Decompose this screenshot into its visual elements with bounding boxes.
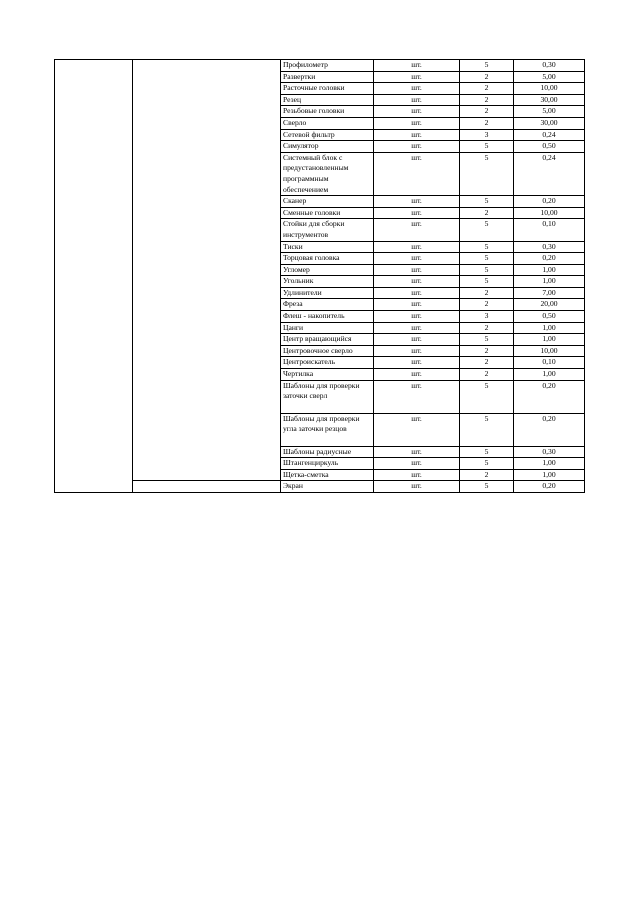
price-cell: 0,24 <box>514 152 585 195</box>
unit-cell: шт. <box>374 60 460 72</box>
item-name-cell: Шаблоны для проверки заточки сверл <box>281 380 374 413</box>
item-name-cell: Тиски <box>281 241 374 253</box>
price-cell: 0,10 <box>514 219 585 241</box>
price-cell: 10,00 <box>514 207 585 219</box>
item-name-cell: Щетка-сметка <box>281 469 374 481</box>
quantity-cell: 5 <box>460 219 514 241</box>
unit-cell: шт. <box>374 71 460 83</box>
item-name-cell: Торцовая головка <box>281 253 374 265</box>
price-cell: 1,00 <box>514 334 585 346</box>
unit-cell: шт. <box>374 345 460 357</box>
price-cell: 1,00 <box>514 458 585 470</box>
quantity-cell: 5 <box>460 481 514 493</box>
unit-cell: шт. <box>374 380 460 413</box>
price-cell: 0,20 <box>514 481 585 493</box>
quantity-cell: 2 <box>460 207 514 219</box>
item-name-cell: Штангенциркуль <box>281 458 374 470</box>
item-name-cell: Резец <box>281 94 374 106</box>
item-name-cell: Центр вращающийся <box>281 334 374 346</box>
quantity-cell: 5 <box>460 380 514 413</box>
price-cell: 20,00 <box>514 299 585 311</box>
item-name-cell: Стойки для сборки инструментов <box>281 219 374 241</box>
price-cell: 0,24 <box>514 129 585 141</box>
quantity-cell: 2 <box>460 345 514 357</box>
quantity-cell: 5 <box>460 276 514 288</box>
unit-cell: шт. <box>374 357 460 369</box>
equipment-table <box>54 59 585 493</box>
item-name-cell: Профилометр <box>281 60 374 72</box>
unit-cell: шт. <box>374 141 460 153</box>
price-cell: 0,30 <box>514 60 585 72</box>
item-name-cell: Расточные головки <box>281 83 374 95</box>
table-row <box>55 481 585 493</box>
item-name-cell: Шаблоны для проверки угла заточки резцов <box>281 413 374 446</box>
price-cell: 7,00 <box>514 287 585 299</box>
item-name-cell: Сетевой фильтр <box>281 129 374 141</box>
price-cell: 0,20 <box>514 253 585 265</box>
unit-cell: шт. <box>374 264 460 276</box>
quantity-cell: 5 <box>460 334 514 346</box>
unit-cell: шт. <box>374 287 460 299</box>
item-name-cell: Резьбовые головки <box>281 106 374 118</box>
price-cell: 1,00 <box>514 322 585 334</box>
item-name-cell: Симулятор <box>281 141 374 153</box>
price-cell: 0,50 <box>514 141 585 153</box>
quantity-cell: 5 <box>460 458 514 470</box>
unit-cell: шт. <box>374 207 460 219</box>
unit-cell: шт. <box>374 481 460 493</box>
price-cell: 30,00 <box>514 117 585 129</box>
item-name-cell: Центроискатель <box>281 357 374 369</box>
unit-cell: шт. <box>374 253 460 265</box>
unit-cell: шт. <box>374 94 460 106</box>
unit-cell: шт. <box>374 129 460 141</box>
price-cell: 5,00 <box>514 106 585 118</box>
item-name-cell: Центровочное сверло <box>281 345 374 357</box>
item-name-cell: Угольник <box>281 276 374 288</box>
item-name-cell: Чертилка <box>281 369 374 381</box>
price-cell: 1,00 <box>514 369 585 381</box>
unit-cell: шт. <box>374 413 460 446</box>
quantity-cell: 2 <box>460 117 514 129</box>
table-row <box>55 60 585 72</box>
unit-cell: шт. <box>374 446 460 458</box>
price-cell: 5,00 <box>514 71 585 83</box>
price-cell: 0,50 <box>514 311 585 323</box>
unit-cell: шт. <box>374 117 460 129</box>
quantity-cell: 5 <box>460 446 514 458</box>
unit-cell: шт. <box>374 334 460 346</box>
quantity-cell: 2 <box>460 469 514 481</box>
quantity-cell: 3 <box>460 129 514 141</box>
unit-cell: шт. <box>374 196 460 208</box>
quantity-cell: 2 <box>460 369 514 381</box>
quantity-cell: 5 <box>460 141 514 153</box>
unit-cell: шт. <box>374 83 460 95</box>
item-name-cell: Удлинители <box>281 287 374 299</box>
quantity-cell: 3 <box>460 311 514 323</box>
unit-cell: шт. <box>374 241 460 253</box>
item-name-cell: Развертки <box>281 71 374 83</box>
quantity-cell: 2 <box>460 83 514 95</box>
quantity-cell: 5 <box>460 253 514 265</box>
price-cell: 0,20 <box>514 413 585 446</box>
quantity-cell: 5 <box>460 241 514 253</box>
left-merged-cell <box>55 60 133 493</box>
price-cell: 0,20 <box>514 380 585 413</box>
unit-cell: шт. <box>374 322 460 334</box>
item-name-cell: Фреза <box>281 299 374 311</box>
unit-cell: шт. <box>374 369 460 381</box>
price-cell: 0,10 <box>514 357 585 369</box>
unit-cell: шт. <box>374 152 460 195</box>
left-cell-last <box>133 481 281 493</box>
item-name-cell: Флеш - накопитель <box>281 311 374 323</box>
item-name-cell: Сверло <box>281 117 374 129</box>
quantity-cell: 2 <box>460 94 514 106</box>
unit-cell: шт. <box>374 469 460 481</box>
item-name-cell: Экран <box>281 481 374 493</box>
quantity-cell: 2 <box>460 357 514 369</box>
unit-cell: шт. <box>374 276 460 288</box>
price-cell: 0,30 <box>514 446 585 458</box>
quantity-cell: 2 <box>460 71 514 83</box>
quantity-cell: 2 <box>460 106 514 118</box>
quantity-cell: 5 <box>460 60 514 72</box>
item-name-cell: Шаблоны радиусные <box>281 446 374 458</box>
item-name-cell: Угломер <box>281 264 374 276</box>
price-cell: 1,00 <box>514 264 585 276</box>
quantity-cell: 5 <box>460 196 514 208</box>
unit-cell: шт. <box>374 458 460 470</box>
unit-cell: шт. <box>374 106 460 118</box>
unit-cell: шт. <box>374 311 460 323</box>
quantity-cell: 2 <box>460 299 514 311</box>
item-name-cell: Сменные головки <box>281 207 374 219</box>
item-name-cell: Системный блок с предустановленным программным обеспечением <box>281 152 374 195</box>
item-name-cell: Цанги <box>281 322 374 334</box>
quantity-cell: 5 <box>460 152 514 195</box>
left-merged-cell-2 <box>133 60 281 481</box>
equipment-table-body <box>55 60 585 493</box>
price-cell: 1,00 <box>514 469 585 481</box>
price-cell: 0,30 <box>514 241 585 253</box>
price-cell: 30,00 <box>514 94 585 106</box>
quantity-cell: 2 <box>460 287 514 299</box>
price-cell: 10,00 <box>514 83 585 95</box>
price-cell: 10,00 <box>514 345 585 357</box>
price-cell: 0,20 <box>514 196 585 208</box>
unit-cell: шт. <box>374 219 460 241</box>
price-cell: 1,00 <box>514 276 585 288</box>
item-name-cell: Сканер <box>281 196 374 208</box>
quantity-cell: 5 <box>460 264 514 276</box>
unit-cell: шт. <box>374 299 460 311</box>
quantity-cell: 2 <box>460 322 514 334</box>
quantity-cell: 5 <box>460 413 514 446</box>
